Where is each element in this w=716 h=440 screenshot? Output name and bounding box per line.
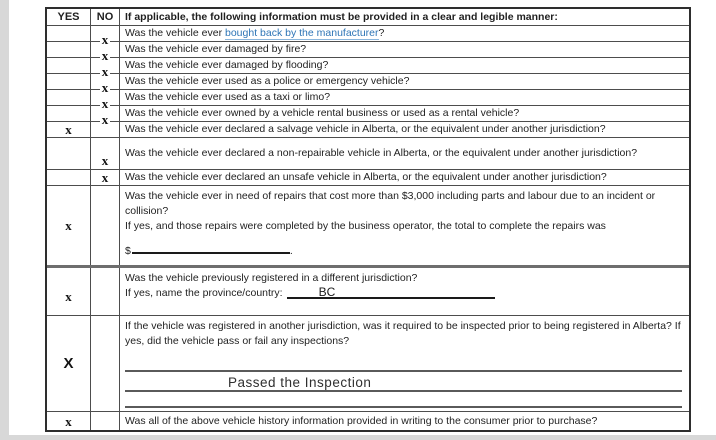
table-row: [47, 42, 689, 63]
question-cell: [120, 316, 689, 411]
table-row: [47, 74, 689, 95]
repair-total-blank-line: [132, 241, 290, 254]
currency-symbol: $: [125, 245, 131, 257]
yes-header-label: YES: [57, 11, 80, 23]
yes-checkbox-mark: x: [65, 218, 72, 233]
no-checkbox-mark: x: [101, 96, 109, 111]
yes-cell: [47, 90, 91, 105]
question-cell: [120, 106, 689, 121]
scan-edge-bottom: [0, 435, 716, 440]
question-cell: [120, 138, 689, 169]
table-row: [47, 186, 689, 268]
question-text: Was the vehicle ever damaged by fire?: [125, 43, 307, 55]
yes-cell: [47, 138, 91, 169]
province-country-answer: BC: [287, 286, 495, 299]
question-cell: [120, 26, 689, 41]
yes-cell: [47, 122, 91, 137]
yes-checkbox-mark: x: [65, 413, 72, 429]
vehicle-history-disclosure-table: [45, 7, 691, 432]
no-cell: [91, 412, 120, 430]
question-text: Was the vehicle ever used as a police or emergency vehicle?: [125, 75, 410, 87]
table-header-row: [47, 9, 689, 26]
no-header-label: NO: [96, 11, 114, 23]
question-text: Was the vehicle ever damaged by flooding?: [125, 59, 329, 71]
question-cell: [120, 74, 689, 89]
question-text: Was the vehicle ever declared a non-repairable vehicle in Alberta, or the equivalent under another jurisdiction?: [125, 147, 638, 159]
yes-column-header: [47, 9, 91, 25]
question-cell: [120, 268, 689, 315]
question-text: [125, 26, 684, 41]
table-row: [47, 122, 689, 138]
no-checkbox-mark: x: [101, 48, 109, 63]
yes-cell: [47, 412, 91, 430]
no-cell: [91, 42, 120, 63]
question-text: Was the vehicle ever declared an unsafe vehicle in Alberta, or the equivalent under another jurisdiction?: [125, 171, 607, 183]
yes-cell: [47, 186, 91, 265]
sentence-end: .: [289, 245, 293, 257]
question-text: If the vehicle was registered in another jurisdiction, was it required to be inspected prior to being registered in Alberta? If yes, did the vehicle pass or fail any inspections?: [125, 320, 681, 347]
table-row: [47, 412, 689, 430]
no-cell: [91, 26, 120, 47]
no-checkbox-mark: x: [101, 112, 109, 127]
yes-checkbox-mark: x: [65, 289, 72, 304]
yes-cell: [47, 26, 91, 41]
table-row: [47, 316, 689, 412]
question-cell: [120, 186, 689, 265]
question-cell: [120, 42, 689, 57]
no-checkbox-mark: x: [101, 32, 109, 47]
question-text: If yes, name the province/country:: [125, 287, 283, 299]
question-cell: [120, 412, 689, 430]
table-row: [47, 138, 689, 170]
question-cell: [120, 90, 689, 105]
no-checkbox-mark: x: [101, 64, 109, 79]
no-cell: [91, 58, 120, 79]
yes-cell: [47, 316, 91, 411]
no-checkbox-mark: x: [101, 170, 109, 185]
province-country-field: [125, 286, 684, 301]
question-text: Was the vehicle ever declared a salvage vehicle in Alberta, or the equivalent under another jurisdiction?: [125, 123, 606, 135]
answer-blank-line: [125, 392, 682, 408]
question-suffix: ?: [378, 27, 385, 39]
question-text: Was the vehicle ever owned by a vehicle rental business or used as a rental vehicle?: [125, 107, 520, 119]
no-cell: [91, 106, 120, 127]
question-text: Was the vehicle ever in need of repairs that cost more than $3,000 including parts and labour due to an incident or collision?: [125, 190, 656, 217]
yes-cell: [47, 58, 91, 73]
question-cell: [120, 170, 689, 185]
yes-checkbox-mark: x: [65, 122, 72, 137]
table-row: [47, 26, 689, 47]
no-checkbox-mark: x: [101, 153, 109, 168]
scan-edge-left: [0, 0, 9, 440]
yes-cell: [47, 74, 91, 89]
no-cell: [91, 316, 120, 411]
question-text: Was the vehicle ever used as a taxi or limo?: [125, 91, 331, 103]
question-cell: [120, 122, 689, 137]
repair-total-field: [125, 241, 684, 259]
yes-cell: [47, 106, 91, 121]
yes-checkbox-mark: X: [63, 355, 74, 372]
question-text: If yes, and those repairs were completed by the business operator, the total to complete the repairs was: [125, 220, 606, 232]
inspection-answer: Passed the Inspection: [125, 372, 682, 392]
question-text: Was the vehicle previously registered in a different jurisdiction?: [125, 272, 418, 284]
table-row: [47, 268, 689, 316]
instruction-text: If applicable, the following information must be provided in a clear and legible manner:: [125, 10, 558, 23]
no-cell: [91, 186, 120, 265]
yes-cell: [47, 42, 91, 57]
no-cell: [91, 170, 120, 185]
table-row: [47, 58, 689, 79]
no-column-header: [91, 9, 120, 25]
instruction-header-cell: [120, 9, 689, 25]
table-row: [47, 90, 689, 111]
table-row: [47, 106, 689, 127]
question-cell: [120, 58, 689, 73]
question-prefix: Was the vehicle ever: [125, 27, 225, 39]
yes-cell: [47, 170, 91, 185]
yes-cell: [47, 268, 91, 315]
manufacturer-buyback-link[interactable]: bought back by the manufacturer: [225, 27, 379, 39]
table-row: [47, 170, 689, 186]
no-cell: [91, 74, 120, 95]
answer-blank-line: [125, 359, 682, 372]
no-checkbox-mark: x: [101, 80, 109, 95]
question-text: Was all of the above vehicle history information provided in writing to the consumer prior to purchase?: [125, 414, 598, 427]
no-cell: [91, 90, 120, 111]
no-cell: [91, 138, 120, 169]
no-cell: [91, 268, 120, 315]
no-cell: [91, 122, 120, 137]
